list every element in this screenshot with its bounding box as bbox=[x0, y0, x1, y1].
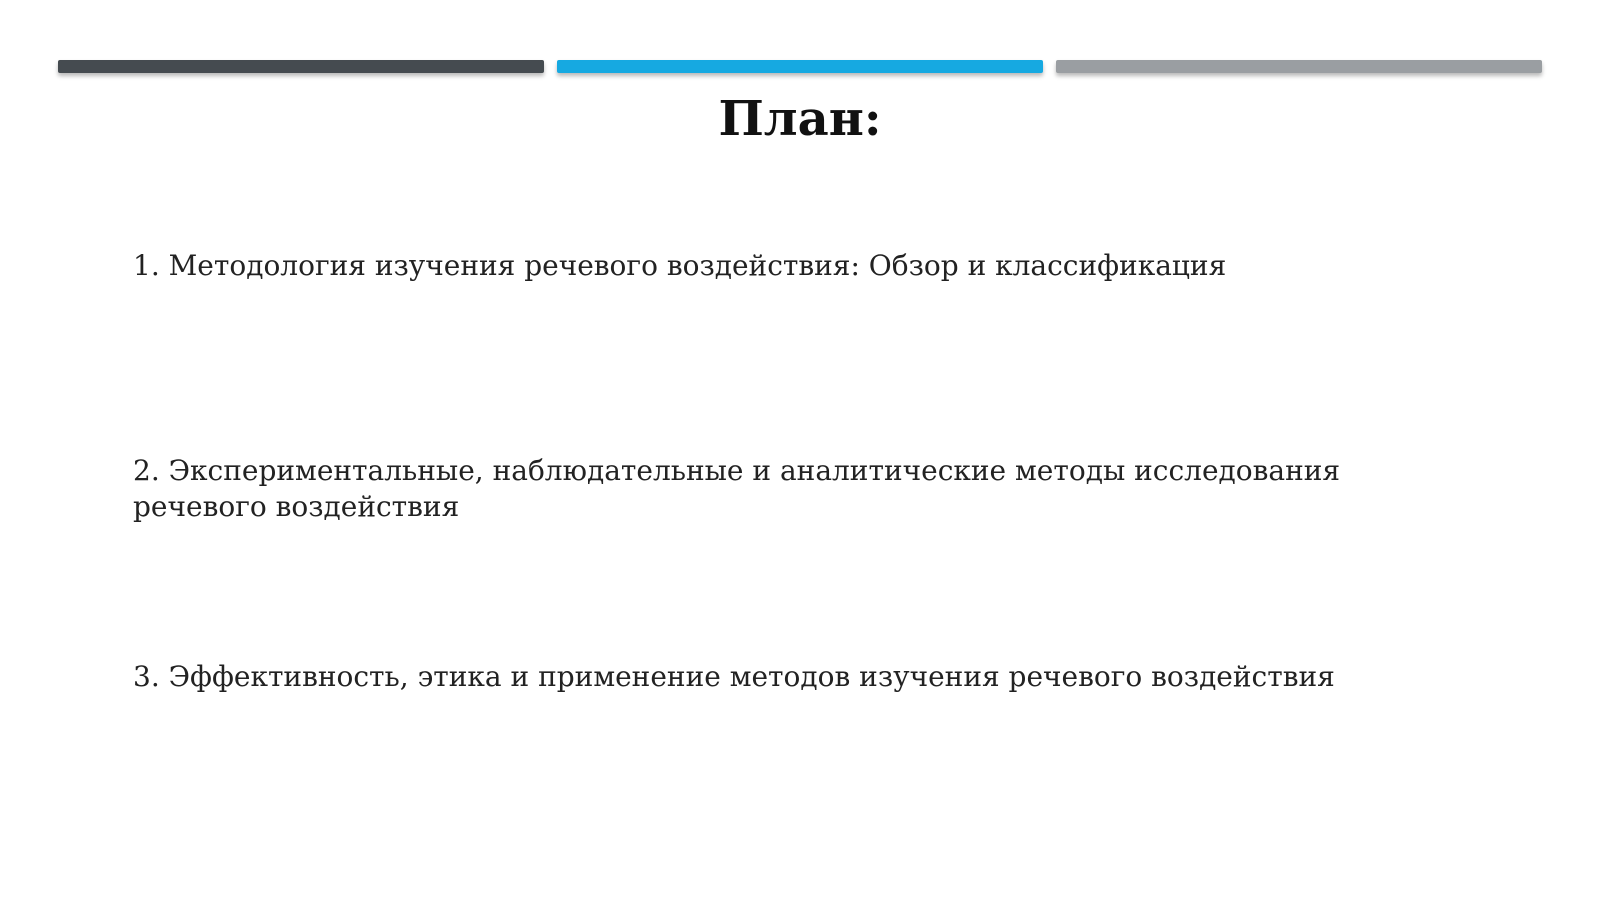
blue-bar bbox=[557, 60, 1043, 73]
plan-item: 1. Методология изучения речевого воздействия: Обзор и классификация bbox=[133, 249, 1227, 282]
plan-item: 2. Экспериментальные, наблюдательные и аналитические методы исследования речевого воздействия bbox=[133, 454, 1341, 523]
plan-item: 3. Эффективность, этика и применение методов изучения речевого воздействия bbox=[133, 660, 1335, 693]
dark-gray-bar bbox=[58, 60, 544, 73]
light-gray-bar bbox=[1056, 60, 1542, 73]
top-decorative-bars bbox=[58, 60, 1542, 74]
slide-title: План: bbox=[718, 91, 882, 147]
